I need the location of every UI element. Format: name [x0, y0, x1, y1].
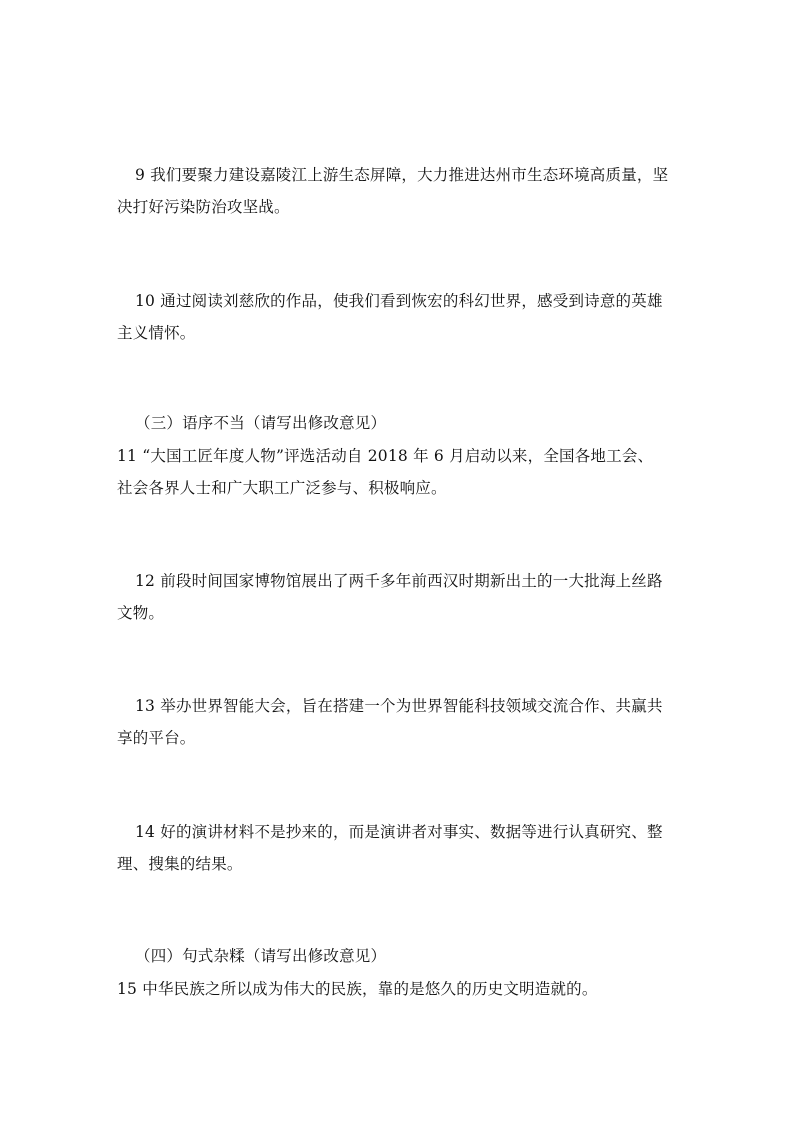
section-heading-mixed-structure: （四）句式杂糅（请写出修改意见） — [135, 947, 387, 965]
question-14-line-2: 理、搜集的结果。 — [117, 855, 243, 873]
question-11-line-2: 社会各界人士和广大职工广泛参与、积极响应。 — [117, 479, 447, 497]
question-12-line-2: 文物。 — [117, 604, 165, 622]
question-10-line-1: 10 通过阅读刘慈欣的作品，使我们看到恢宏的科幻世界，感受到诗意的英雄 — [135, 292, 663, 310]
question-13-line-2: 享的平台。 — [117, 729, 196, 747]
question-14-line-1: 14 好的演讲材料不是抄来的，而是演讲者对事实、数据等进行认真研究、整 — [135, 823, 663, 841]
section-heading-word-order: （三）语序不当（请写出修改意见） — [135, 414, 387, 432]
question-12-line-1: 12 前段时间国家博物馆展出了两千多年前西汉时期新出土的一大批海上丝路 — [135, 572, 663, 590]
question-13-line-1: 13 举办世界智能大会，旨在搭建一个为世界智能科技领域交流合作、共赢共 — [135, 697, 663, 715]
question-9-line-1: 9 我们要聚力建设嘉陵江上游生态屏障，大力推进达州市生态环境高质量，坚 — [135, 166, 669, 184]
question-15-line-1: 15 中华民族之所以成为伟大的民族，靠的是悠久的历史文明造就的。 — [117, 980, 598, 998]
question-10-line-2: 主义情怀。 — [117, 324, 196, 342]
question-11-line-1: 11 “大国工匠年度人物”评选活动自 2018 年 6 月启动以来，全国各地工会、 — [117, 447, 654, 465]
question-9-line-2: 决打好污染防治攻坚战。 — [117, 198, 290, 216]
